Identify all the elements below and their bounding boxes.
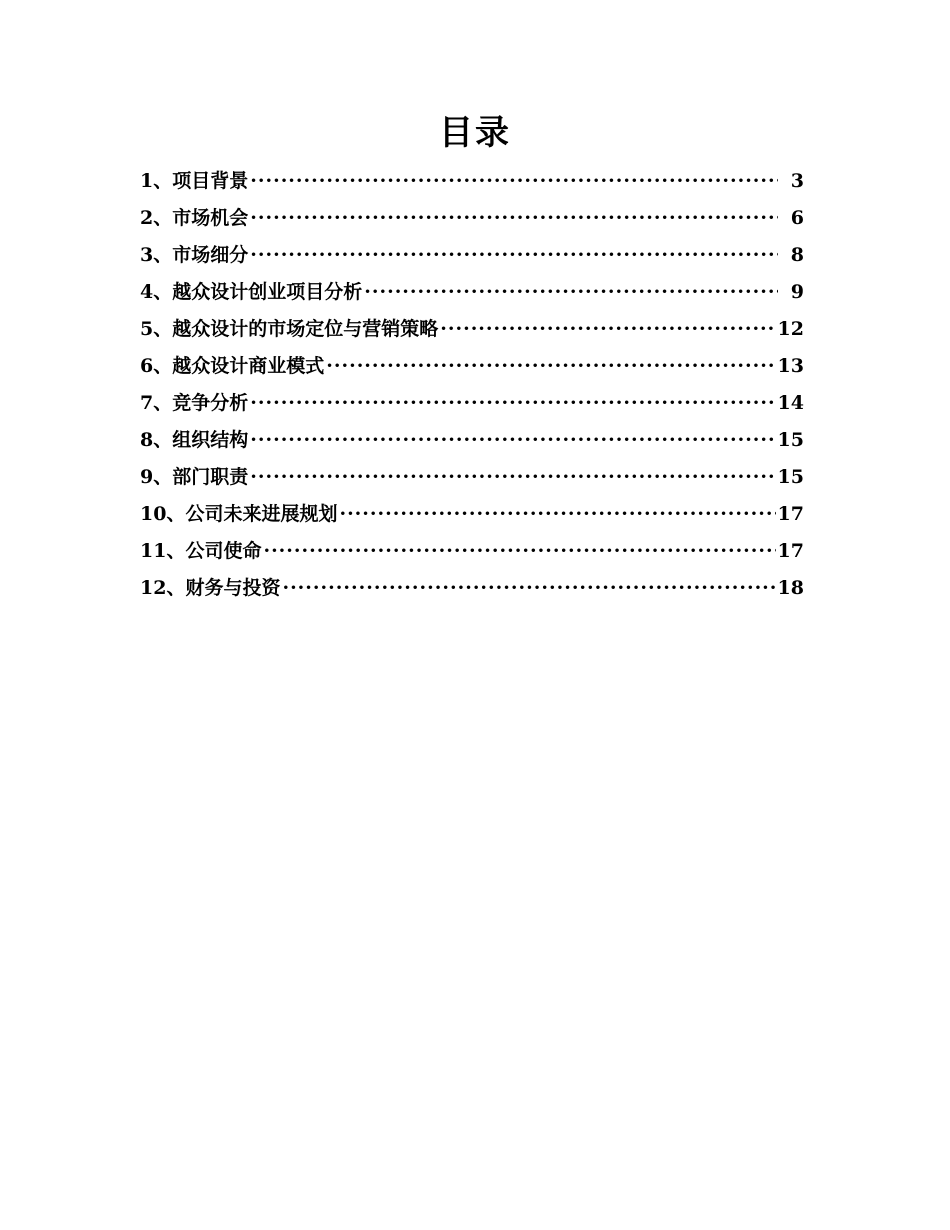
toc-entry-label: 3、市场细分 — [140, 244, 249, 266]
toc-entry[interactable] — [140, 277, 804, 314]
toc-entry[interactable] — [140, 573, 804, 610]
toc-entry[interactable] — [140, 351, 804, 388]
toc-entry-label: 6、越众设计商业模式 — [140, 355, 325, 377]
toc-list — [140, 166, 804, 610]
toc-entry-page: 15 — [777, 466, 804, 488]
toc-entry-label: 11、公司使命 — [140, 540, 262, 562]
toc-leader-dots — [250, 170, 778, 192]
toc-entry-page: 14 — [777, 392, 804, 414]
toc-entry[interactable] — [140, 425, 804, 462]
toc-leader-dots — [250, 244, 778, 266]
toc-entry-page: 15 — [777, 429, 804, 451]
toc-entry[interactable] — [140, 536, 804, 573]
toc-entry-page: 18 — [777, 577, 804, 599]
toc-entry[interactable] — [140, 203, 804, 240]
toc-leader-dots — [339, 503, 775, 525]
toc-entry[interactable] — [140, 166, 804, 203]
toc-entry-label: 8、组织结构 — [140, 429, 249, 451]
toc-entry[interactable] — [140, 388, 804, 425]
toc-entry-label: 4、越众设计创业项目分析 — [140, 281, 363, 303]
toc-entry-label: 2、市场机会 — [140, 207, 249, 229]
toc-entry[interactable] — [140, 314, 804, 351]
toc-entry-label: 5、越众设计的市场定位与营销策略 — [140, 318, 439, 340]
toc-entry-label: 12、财务与投资 — [140, 577, 281, 599]
toc-entry-page: 3 — [790, 170, 804, 192]
toc-leader-dots — [263, 540, 775, 562]
toc-entry[interactable] — [140, 240, 804, 277]
toc-leader-dots — [250, 429, 775, 451]
toc-entry-page: 9 — [790, 281, 804, 303]
toc-entry-page: 17 — [777, 503, 804, 525]
toc-entry-page: 13 — [777, 355, 804, 377]
toc-entry-page: 12 — [777, 318, 804, 340]
toc-leader-dots — [440, 318, 775, 340]
toc-entry-label: 1、项目背景 — [140, 170, 249, 192]
toc-leader-dots — [250, 392, 775, 414]
toc-entry-label: 9、部门职责 — [140, 466, 249, 488]
toc-leader-dots — [282, 577, 775, 599]
toc-title: 目录 — [439, 113, 511, 153]
toc-entry[interactable] — [140, 499, 804, 536]
toc-entry-page: 6 — [790, 207, 804, 229]
toc-leader-dots — [250, 207, 778, 229]
toc-entry-label: 7、竞争分析 — [140, 392, 249, 414]
toc-entry-page: 8 — [790, 244, 804, 266]
toc-entry-page: 17 — [777, 540, 804, 562]
toc-entry-label: 10、公司未来进展规划 — [140, 503, 338, 525]
toc-leader-dots — [326, 355, 775, 377]
toc-entry[interactable] — [140, 462, 804, 499]
toc-leader-dots — [250, 466, 775, 488]
toc-leader-dots — [364, 281, 778, 303]
